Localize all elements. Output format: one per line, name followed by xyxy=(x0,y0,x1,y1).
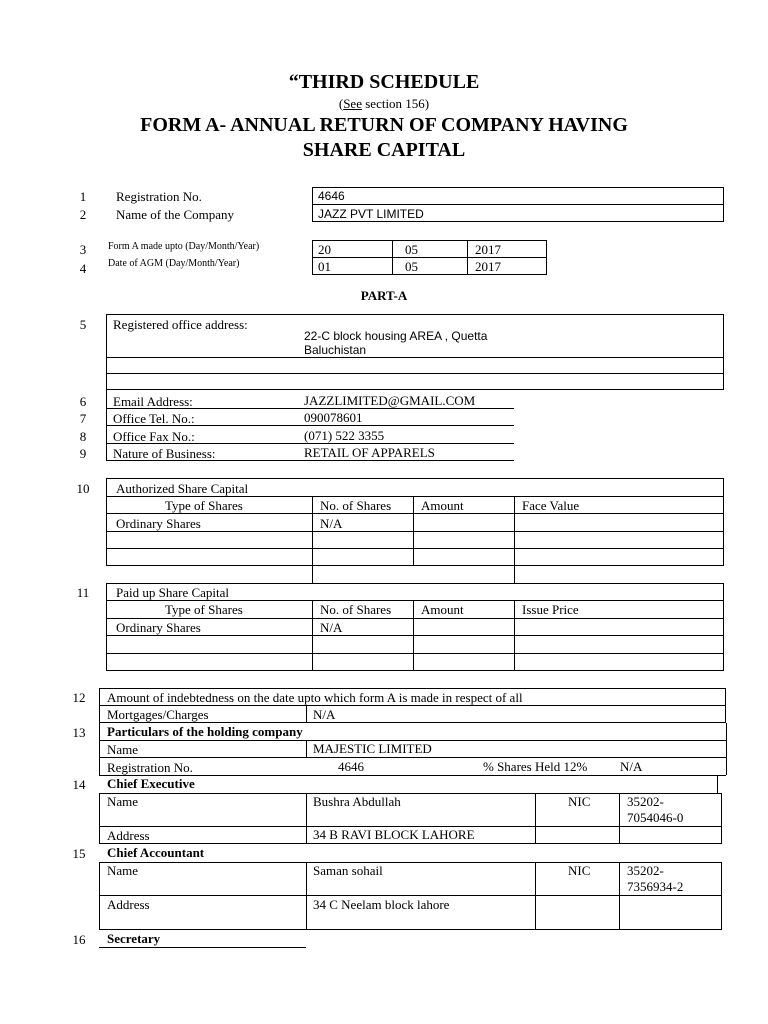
registration-label: Registration No. xyxy=(116,189,202,204)
form-month-field[interactable]: 05 xyxy=(405,242,418,257)
divider xyxy=(106,357,724,358)
row-number: 10 xyxy=(76,481,90,496)
divider xyxy=(99,723,100,775)
form-date-label: Form A made upto (Day/Month/Year) xyxy=(108,241,260,252)
divider xyxy=(306,793,307,844)
row-number: 4 xyxy=(79,261,87,276)
divider xyxy=(726,723,727,775)
accountant-nic-label: NIC xyxy=(568,863,591,878)
mortgages-label: Mortgages/Charges xyxy=(107,707,209,722)
paidup-capital-title: Paid up Share Capital xyxy=(116,585,230,600)
form-year-field[interactable]: 2017 xyxy=(475,242,501,257)
divider xyxy=(306,862,307,930)
email-field[interactable]: JAZZLIMITED@GMAIL.COM xyxy=(304,393,476,408)
row-number: 16 xyxy=(72,932,86,947)
divider xyxy=(413,600,414,671)
row-number: 2 xyxy=(79,207,87,222)
row-number: 13 xyxy=(72,725,86,740)
divider xyxy=(619,793,620,844)
divider xyxy=(99,895,722,896)
form-subtitle: SHARE CAPITAL xyxy=(302,139,466,161)
divider xyxy=(413,496,414,566)
row-number: 8 xyxy=(79,429,87,444)
divider xyxy=(312,204,724,205)
row-number: 5 xyxy=(79,317,87,332)
fax-label: Office Fax No.: xyxy=(113,429,195,444)
divider xyxy=(106,618,724,619)
address-label: Registered office address: xyxy=(113,317,248,332)
mortgages-field[interactable]: N/A xyxy=(313,707,336,722)
ceo-name-field[interactable]: Bushra Abdullah xyxy=(313,794,401,809)
divider xyxy=(306,705,307,723)
table-cell[interactable]: N/A xyxy=(320,620,343,635)
holding-name-label: Name xyxy=(107,742,139,757)
business-field[interactable]: RETAIL OF APPARELS xyxy=(304,445,435,460)
row-number: 3 xyxy=(79,242,87,257)
divider xyxy=(717,775,718,793)
holding-registration-field[interactable]: 4646 xyxy=(338,759,364,774)
accountant-address-field[interactable]: 34 C Neelam block lahore xyxy=(313,897,450,912)
divider xyxy=(99,757,726,758)
divider xyxy=(467,240,468,275)
shares-held-field[interactable]: N/A xyxy=(620,759,643,774)
agm-day-field[interactable]: 01 xyxy=(318,259,331,274)
address-line-2[interactable]: Baluchistan xyxy=(304,343,367,357)
column-header: Amount xyxy=(421,498,464,513)
company-name-label: Name of the Company xyxy=(116,207,235,222)
column-header: Type of Shares xyxy=(165,498,243,513)
divider xyxy=(312,600,313,671)
column-header: No. of Shares xyxy=(320,498,392,513)
row-number: 15 xyxy=(72,846,86,861)
address-line-1[interactable]: 22-C block housing AREA , Quetta xyxy=(304,329,488,343)
company-name-field[interactable]: JAZZ PVT LIMITED xyxy=(318,207,424,221)
column-header: Issue Price xyxy=(522,602,579,617)
registration-field[interactable]: 4646 xyxy=(318,189,345,203)
divider xyxy=(99,947,306,948)
agm-month-field[interactable]: 05 xyxy=(405,259,418,274)
divider xyxy=(392,240,393,275)
holding-company-heading: Particulars of the holding company xyxy=(107,724,303,739)
indebtedness-text: Amount of indebtedness on the date upto which form A is made in respect of all xyxy=(107,690,523,705)
chief-executive-heading: Chief Executive xyxy=(107,776,195,791)
form-title: FORM A- ANNUAL RETURN OF COMPANY HAVING xyxy=(140,114,628,136)
divider xyxy=(106,373,724,374)
ceo-nic-field[interactable]: 35202- xyxy=(627,794,664,809)
shares-held-label: % Shares Held 12% xyxy=(483,759,588,774)
table-cell[interactable]: Ordinary Shares xyxy=(116,516,201,531)
divider xyxy=(535,793,536,844)
ceo-address-label: Address xyxy=(107,828,150,843)
divider xyxy=(514,496,515,584)
divider xyxy=(106,653,724,654)
fax-field[interactable]: (071) 522 3355 xyxy=(304,428,385,443)
ceo-nic-label: NIC xyxy=(568,794,591,809)
part-a-heading: PART-A xyxy=(360,288,408,303)
column-header: Type of Shares xyxy=(165,602,243,617)
accountant-nic-field[interactable]: 35202- xyxy=(627,863,664,878)
agm-year-field[interactable]: 2017 xyxy=(475,259,501,274)
business-label: Nature of Business: xyxy=(113,446,216,461)
row-number: 9 xyxy=(79,446,87,461)
divider xyxy=(514,600,515,671)
row-number: 6 xyxy=(79,394,87,409)
accountant-address-label: Address xyxy=(107,897,150,912)
ceo-address-field[interactable]: 34 B RAVI BLOCK LAHORE xyxy=(313,827,475,842)
divider xyxy=(106,548,724,549)
row-number: 1 xyxy=(79,189,87,204)
agm-date-label: Date of AGM (Day/Month/Year) xyxy=(108,258,240,269)
row-number: 14 xyxy=(72,777,86,792)
divider xyxy=(306,740,307,757)
column-header: Face Value xyxy=(522,498,580,513)
column-header: Amount xyxy=(421,602,464,617)
ceo-name-label: Name xyxy=(107,794,139,809)
row-number: 12 xyxy=(72,690,86,705)
schedule-title: “THIRD SCHEDULE xyxy=(288,71,480,93)
row-number: 7 xyxy=(79,411,87,426)
accountant-nic-field-line-2[interactable]: 7356934-2 xyxy=(627,879,684,894)
holding-registration-label: Registration No. xyxy=(107,760,193,775)
divider xyxy=(312,496,313,584)
section-reference: (See section 156) xyxy=(338,96,430,111)
divider xyxy=(619,862,620,930)
email-label: Email Address: xyxy=(113,394,193,409)
table-cell[interactable]: Ordinary Shares xyxy=(116,620,201,635)
see-link-text: See xyxy=(343,96,362,111)
divider xyxy=(535,862,536,930)
column-header: No. of Shares xyxy=(320,602,392,617)
form-day-field[interactable]: 20 xyxy=(318,242,331,257)
row-number: 11 xyxy=(76,585,90,600)
authorized-capital-title: Authorized Share Capital xyxy=(116,481,249,496)
chief-accountant-heading: Chief Accountant xyxy=(107,845,205,860)
divider xyxy=(312,257,547,258)
tel-field[interactable]: 090078601 xyxy=(304,410,363,425)
secretary-heading: Secretary xyxy=(107,931,161,946)
table-cell[interactable]: N/A xyxy=(320,516,343,531)
holding-name-field[interactable]: MAJESTIC LIMITED xyxy=(313,741,432,756)
accountant-name-label: Name xyxy=(107,863,139,878)
ceo-nic-field-line-2[interactable]: 7054046-0 xyxy=(627,810,684,825)
tel-label: Office Tel. No.: xyxy=(113,411,195,426)
accountant-name-field[interactable]: Saman sohail xyxy=(313,863,383,878)
